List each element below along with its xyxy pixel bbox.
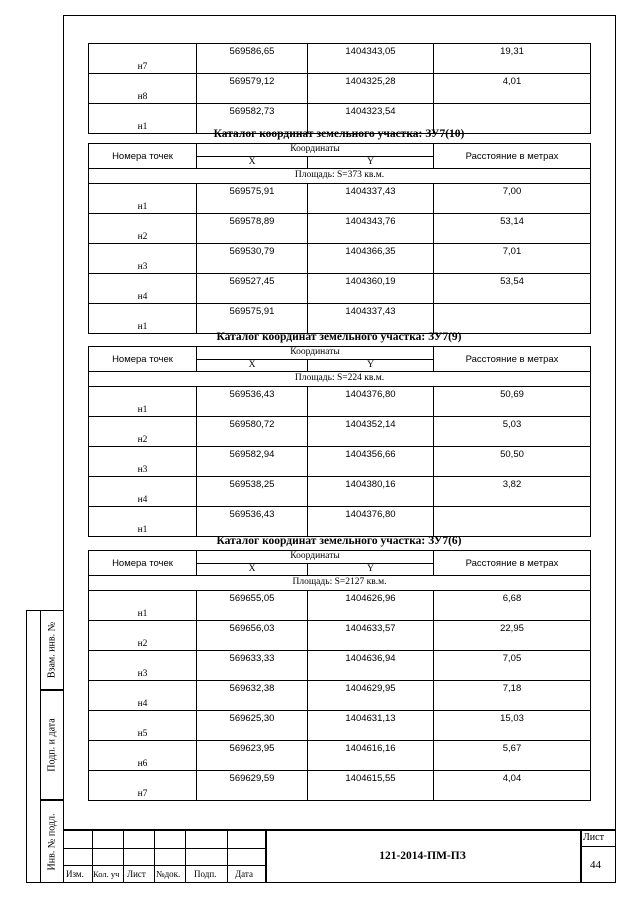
coord-y: 1404356,66 — [308, 447, 434, 477]
coord-x: 569527,45 — [197, 274, 308, 304]
coord-x: 569582,73 — [197, 104, 308, 134]
table-row — [89, 591, 591, 621]
coord-x: 569579,12 — [197, 74, 308, 104]
area-row: Площадь: S=2127 кв.м. — [89, 576, 591, 591]
table-row — [89, 621, 591, 651]
prev-table — [88, 43, 590, 134]
side-label-inv: Инв. № подл. — [46, 813, 58, 870]
table-row — [89, 681, 591, 711]
header-distance: Расстояние в метрах — [434, 551, 591, 576]
point-number: н5 — [89, 711, 197, 741]
distance: 50,50 — [434, 447, 591, 477]
header-coords: Координаты — [197, 551, 434, 564]
stamp-kol: Кол. уч — [93, 869, 120, 879]
point-number: н1 — [89, 304, 197, 334]
coord-x: 569623,95 — [197, 741, 308, 771]
table-row — [89, 477, 591, 507]
table-row — [89, 741, 591, 771]
side-box-vzam — [40, 610, 64, 690]
coord-x: 569629,59 — [197, 771, 308, 801]
coord-y: 1404636,94 — [308, 651, 434, 681]
point-number: н1 — [89, 387, 197, 417]
coord-x: 569578,89 — [197, 214, 308, 244]
distance: 7,18 — [434, 681, 591, 711]
stamp-list: Лист — [127, 869, 146, 879]
distance: 22,95 — [434, 621, 591, 651]
document-number: 121-2014-ПМ-ПЗ — [379, 850, 466, 862]
area-row: Площадь: S=224 кв.м. — [89, 372, 591, 387]
coord-x: 569580,72 — [197, 417, 308, 447]
distance: 7,01 — [434, 244, 591, 274]
header-x: X — [197, 360, 308, 372]
catalog-title: Каталог координат земельного участка: ЗУ7(9) — [216, 331, 462, 343]
point-number: н4 — [89, 681, 197, 711]
point-number: н7 — [89, 44, 197, 74]
distance — [434, 507, 591, 537]
coord-y: 1404366,35 — [308, 244, 434, 274]
point-number: н1 — [89, 104, 197, 134]
catalog-title: Каталог координат земельного участка: ЗУ7(10) — [213, 128, 465, 140]
header-points: Номера точек — [89, 551, 197, 576]
header-y: Y — [308, 564, 434, 576]
point-number: н2 — [89, 621, 197, 651]
coord-x: 569538,25 — [197, 477, 308, 507]
coord-y: 1404352,14 — [308, 417, 434, 447]
coord-y: 1404323,54 — [308, 104, 434, 134]
table-row — [89, 417, 591, 447]
area-row: Площадь: S=373 кв.м. — [89, 169, 591, 184]
coord-x: 569536,43 — [197, 387, 308, 417]
coord-y: 1404633,57 — [308, 621, 434, 651]
distance: 15,03 — [434, 711, 591, 741]
distance: 19,31 — [434, 44, 591, 74]
table-row — [89, 387, 591, 417]
header-coords: Координаты — [197, 144, 434, 157]
coord-x: 569656,03 — [197, 621, 308, 651]
table-row — [89, 651, 591, 681]
coord-y: 1404376,80 — [308, 507, 434, 537]
point-number: н1 — [89, 591, 197, 621]
distance: 3,82 — [434, 477, 591, 507]
sheet-number: 44 — [590, 859, 601, 871]
header-y: Y — [308, 360, 434, 372]
header-points: Номера точек — [89, 347, 197, 372]
coord-x: 569625,30 — [197, 711, 308, 741]
catalog-section — [88, 533, 590, 801]
coord-x: 569575,91 — [197, 304, 308, 334]
point-number: н1 — [89, 507, 197, 537]
coord-y: 1404343,76 — [308, 214, 434, 244]
sheet-label: Лист — [583, 832, 604, 843]
side-box-podp — [40, 690, 64, 800]
coord-y: 1404626,96 — [308, 591, 434, 621]
coord-x: 569530,79 — [197, 244, 308, 274]
point-number: н2 — [89, 417, 197, 447]
coord-y: 1404325,28 — [308, 74, 434, 104]
header-x: X — [197, 157, 308, 169]
stamp-izm: Изм. — [66, 869, 84, 879]
point-number: н3 — [89, 651, 197, 681]
coord-y: 1404380,16 — [308, 477, 434, 507]
coord-y: 1404376,80 — [308, 387, 434, 417]
catalog-title: Каталог координат земельного участка: ЗУ7(6) — [216, 535, 462, 547]
header-distance: Расстояние в метрах — [434, 347, 591, 372]
table-row — [89, 184, 591, 214]
distance: 7,05 — [434, 651, 591, 681]
coord-y: 1404616,16 — [308, 741, 434, 771]
coord-x: 569536,43 — [197, 507, 308, 537]
catalog-section — [88, 126, 590, 334]
coord-x: 569575,91 — [197, 184, 308, 214]
coord-y: 1404615,55 — [308, 771, 434, 801]
stamp-podp: Подп. — [194, 869, 217, 879]
table-row — [89, 244, 591, 274]
point-number: н1 — [89, 184, 197, 214]
coord-x: 569586,65 — [197, 44, 308, 74]
stamp-ndok: №док. — [156, 869, 181, 879]
point-number: н6 — [89, 741, 197, 771]
stamp-data: Дата — [235, 869, 253, 879]
distance: 5,67 — [434, 741, 591, 771]
coord-x: 569633,33 — [197, 651, 308, 681]
coord-y: 1404631,13 — [308, 711, 434, 741]
point-number: н4 — [89, 477, 197, 507]
distance: 4,01 — [434, 74, 591, 104]
distance: 4,04 — [434, 771, 591, 801]
header-x: X — [197, 564, 308, 576]
catalog-section — [88, 329, 590, 537]
table-row — [89, 771, 591, 801]
distance: 5,03 — [434, 417, 591, 447]
table-row — [89, 274, 591, 304]
side-box-inv — [40, 800, 64, 883]
distance: 50,69 — [434, 387, 591, 417]
coord-x: 569582,94 — [197, 447, 308, 477]
point-number: н4 — [89, 274, 197, 304]
header-coords: Координаты — [197, 347, 434, 360]
table-row — [89, 214, 591, 244]
coord-y: 1404343,05 — [308, 44, 434, 74]
coord-y: 1404337,43 — [308, 304, 434, 334]
coord-x: 569632,38 — [197, 681, 308, 711]
point-number: н7 — [89, 771, 197, 801]
header-y: Y — [308, 157, 434, 169]
side-box-narrow — [26, 610, 41, 883]
point-number: н3 — [89, 447, 197, 477]
distance: 53,14 — [434, 214, 591, 244]
point-number: н8 — [89, 74, 197, 104]
table-row — [89, 74, 591, 104]
side-label-vzam: Взам. инв. № — [46, 621, 58, 679]
header-distance: Расстояние в метрах — [434, 144, 591, 169]
point-number: н2 — [89, 214, 197, 244]
coord-y: 1404337,43 — [308, 184, 434, 214]
coord-y: 1404360,19 — [308, 274, 434, 304]
point-number: н3 — [89, 244, 197, 274]
table-row — [89, 711, 591, 741]
side-label-podp: Подп. и дата — [46, 718, 58, 772]
header-points: Номера точек — [89, 144, 197, 169]
table-row — [89, 507, 591, 537]
distance: 6,68 — [434, 591, 591, 621]
distance: 53,54 — [434, 274, 591, 304]
coord-x: 569655,05 — [197, 591, 308, 621]
table-row — [89, 447, 591, 477]
coord-y: 1404629,95 — [308, 681, 434, 711]
distance: 7,00 — [434, 184, 591, 214]
table-row — [89, 44, 591, 74]
